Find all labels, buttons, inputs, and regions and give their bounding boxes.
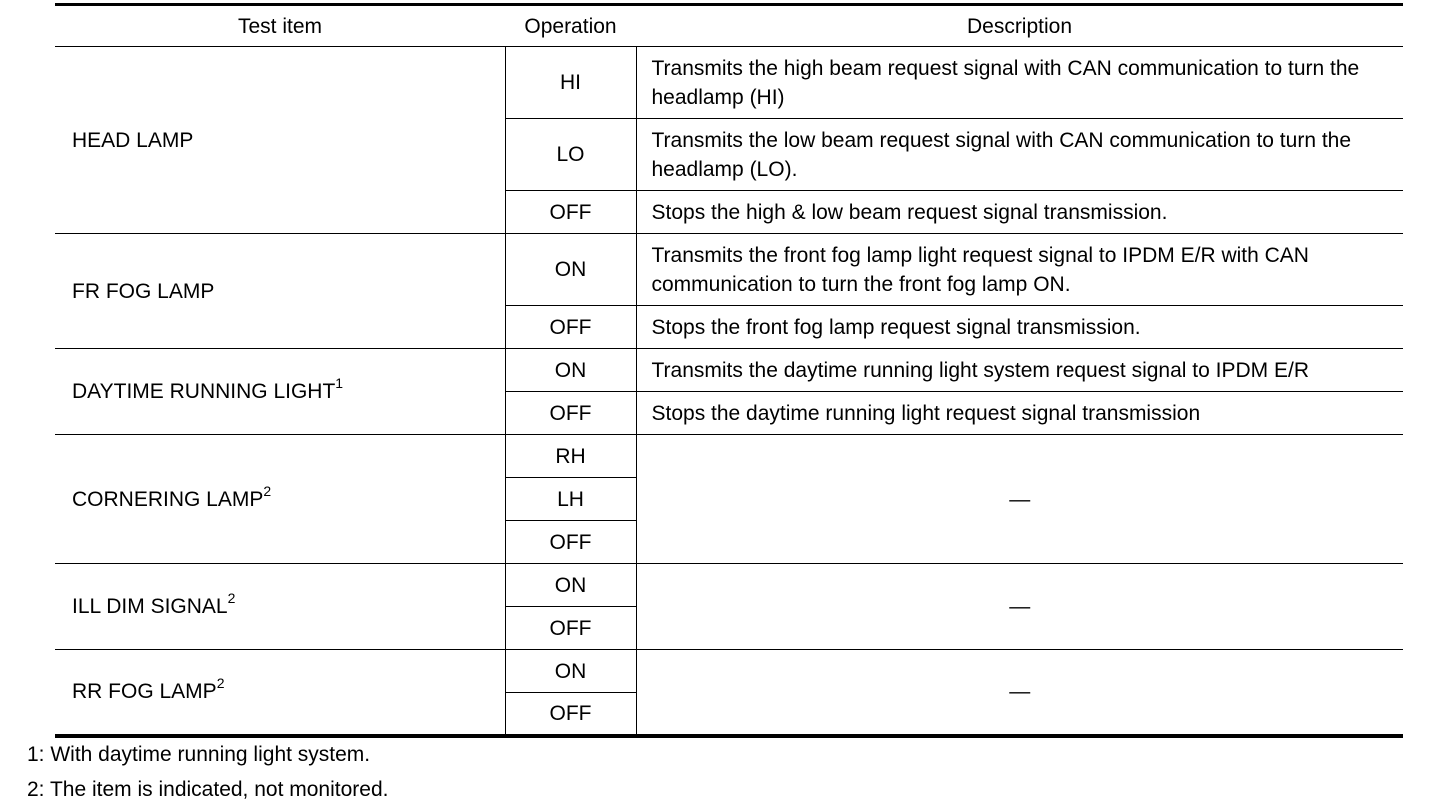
description-cell: Transmits the low beam request signal with CAN communication to turn the headlamp (LO).: [636, 119, 1403, 191]
operation-cell: HI: [505, 47, 636, 119]
test-item-label: FR FOG LAMP: [72, 279, 215, 303]
table-row: [55, 650, 1403, 693]
description-cell: Stops the daytime running light request signal transmission: [636, 392, 1403, 435]
test-item-fr-fog-lamp: [55, 234, 505, 349]
footnote-ref: 2: [263, 482, 272, 499]
test-item-rr-fog-lamp: [55, 650, 505, 736]
operation-cell: OFF: [505, 306, 636, 349]
test-item-head-lamp: [55, 47, 505, 234]
footnote-1: 1: With daytime running light system.: [27, 743, 371, 766]
footnote-2: 2: The item is indicated, not monitored.: [27, 778, 389, 801]
operation-cell: OFF: [505, 693, 636, 736]
operation-cell: OFF: [505, 392, 636, 435]
header-test-item: Test item: [55, 5, 505, 47]
test-item-daytime-running-light: [55, 349, 505, 435]
table-row: [55, 234, 1403, 306]
table-header-row: [55, 5, 1403, 47]
description-cell: —: [636, 650, 1403, 736]
footnote-ref: 1: [335, 375, 344, 391]
operation-cell: OFF: [505, 607, 636, 650]
operation-cell: ON: [505, 349, 636, 392]
description-cell: —: [636, 435, 1403, 564]
operation-cell: ON: [505, 234, 636, 306]
table-row: [55, 564, 1403, 607]
test-item-ill-dim-signal: [55, 564, 505, 650]
test-item-label: RR FOG LAMP: [72, 680, 217, 704]
operation-cell: LH: [505, 478, 636, 521]
test-item-table: [55, 3, 1403, 738]
footnote-ref: 2: [227, 590, 236, 606]
test-item-cornering-lamp: [55, 435, 505, 564]
operation-cell: RH: [505, 435, 636, 478]
description-cell: Transmits the front fog lamp light request signal to IPDM E/R with CAN communication to turn the front fog lamp ON.: [636, 234, 1403, 306]
test-item-label: ILL DIM SIGNAL: [72, 595, 228, 618]
description-cell: —: [636, 564, 1403, 650]
operation-cell: LO: [505, 119, 636, 191]
table-row: [55, 435, 1403, 478]
footnote-ref: 2: [216, 675, 225, 692]
table-row: [55, 47, 1403, 119]
test-item-label: CORNERING LAMP: [72, 487, 264, 511]
table-row: [55, 349, 1403, 392]
description-cell: Transmits the daytime running light system request signal to IPDM E/R: [636, 349, 1403, 392]
operation-cell: ON: [505, 564, 636, 607]
header-operation: Operation: [505, 5, 636, 47]
operation-cell: OFF: [505, 191, 636, 234]
test-item-label: HEAD LAMP: [72, 128, 194, 152]
operation-cell: OFF: [505, 521, 636, 564]
operation-cell: ON: [505, 650, 636, 693]
test-item-label: DAYTIME RUNNING LIGHT: [72, 380, 336, 403]
description-cell: Transmits the high beam request signal with CAN communication to turn the headlamp (HI): [636, 47, 1403, 119]
header-description: Description: [636, 5, 1403, 47]
description-cell: Stops the front fog lamp request signal transmission.: [636, 306, 1403, 349]
description-cell: Stops the high & low beam request signal transmission.: [636, 191, 1403, 234]
